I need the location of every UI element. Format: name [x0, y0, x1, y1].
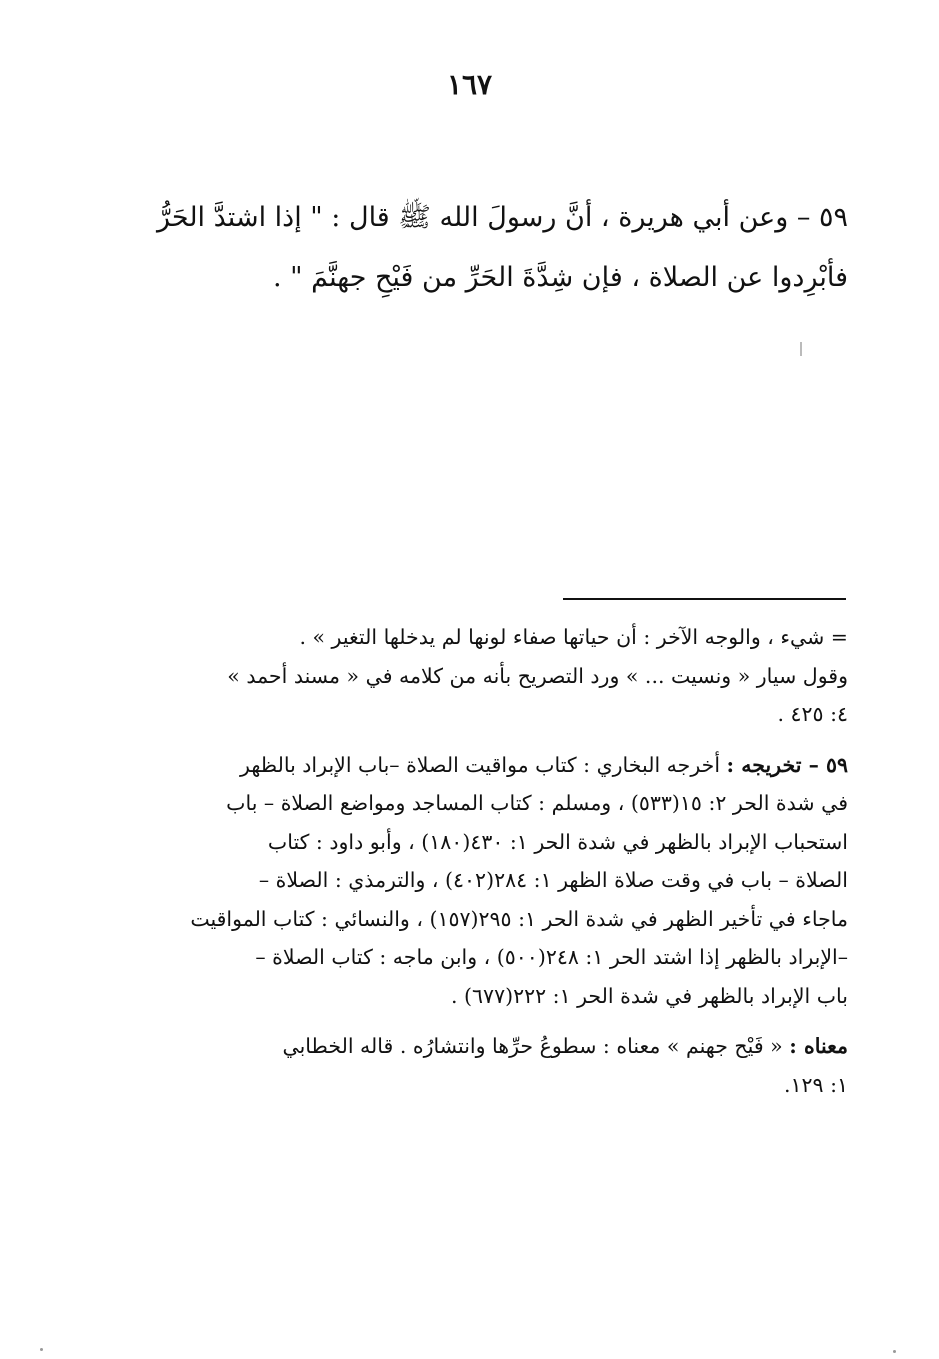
takhrij-text: أخرجه البخاري : كتاب مواقيت الصلاة –باب الإبراد بالظهر — [240, 752, 721, 777]
footnote-line: باب الإبراد بالظهر في شدة الحر ١: ٢٢٢(٦٧٧) . — [451, 983, 848, 1008]
footnote-line: وقول سيار « ونسيت ... » ورد التصريح بأنه من كلامه في « مسند أحمد » — [227, 663, 848, 688]
meaning-text: « فَيْح جهنم » معناه : سطوعُ حرِّها وانتشارُه . قاله الخطابي — [282, 1034, 783, 1058]
footnote-line — [118, 1027, 848, 1066]
hadith-text — [118, 188, 848, 308]
scan-speck — [40, 1348, 43, 1351]
hadith-line: ٥٩ – وعن أبي هريرة ، أنَّ رسولَ الله ﷺ قال : " إذا اشتدَّ الحَرُّ — [157, 202, 848, 233]
footnote-separator — [563, 598, 846, 600]
footnote-line: في شدة الحر ٢: ١٥(٥٣٣) ، ومسلم : كتاب المساجد ومواضع الصلاة – باب — [226, 791, 848, 815]
hadith-line: فأبْرِدوا عن الصلاة ، فإن شِدَّةَ الحَرِّ من فَيْحِ جهنَّمَ " . — [272, 262, 848, 293]
page-number: ١٦٧ — [446, 68, 493, 101]
scan-mark — [800, 342, 802, 356]
takhrij-label: ٥٩ – تخريجه : — [726, 752, 848, 777]
scan-speck — [893, 1350, 896, 1353]
footnote-takhrij — [118, 746, 848, 1016]
footnote-line: –الإبراد بالظهر إذا اشتد الحر ١: ٢٤٨(٥٠٠) ، وابن ماجه : كتاب الصلاة – — [255, 945, 848, 969]
footnote-line: استحباب الإبراد بالظهر في شدة الحر ١: ٤٣٠(١٨٠) ، وأبو داود : كتاب — [267, 829, 848, 854]
footnote-meaning — [118, 1027, 848, 1104]
footnote-line: = شيء ، والوجه الآخر : أن حياتها صفاء لونها لم يدخلها التغير » . — [299, 625, 848, 649]
footnote-line: الصلاة – باب في وقت صلاة الظهر ١: ٢٨٤(٤٠٢) ، والترمذي : الصلاة – — [258, 868, 848, 892]
footnote-line: ماجاء في تأخير الظهر في شدة الحر ١: ٢٩٥(١٥٧) ، والنسائي : كتاب المواقيت — [190, 906, 848, 931]
meaning-label: معناه : — [789, 1034, 848, 1058]
footnote-line: ١: ١٢٩. — [783, 1072, 848, 1097]
footnote-line — [118, 746, 848, 785]
footnote-continuation — [118, 618, 848, 734]
footnote-line: ٤: ٤٢٥ . — [777, 702, 848, 726]
footnotes — [118, 618, 848, 1116]
